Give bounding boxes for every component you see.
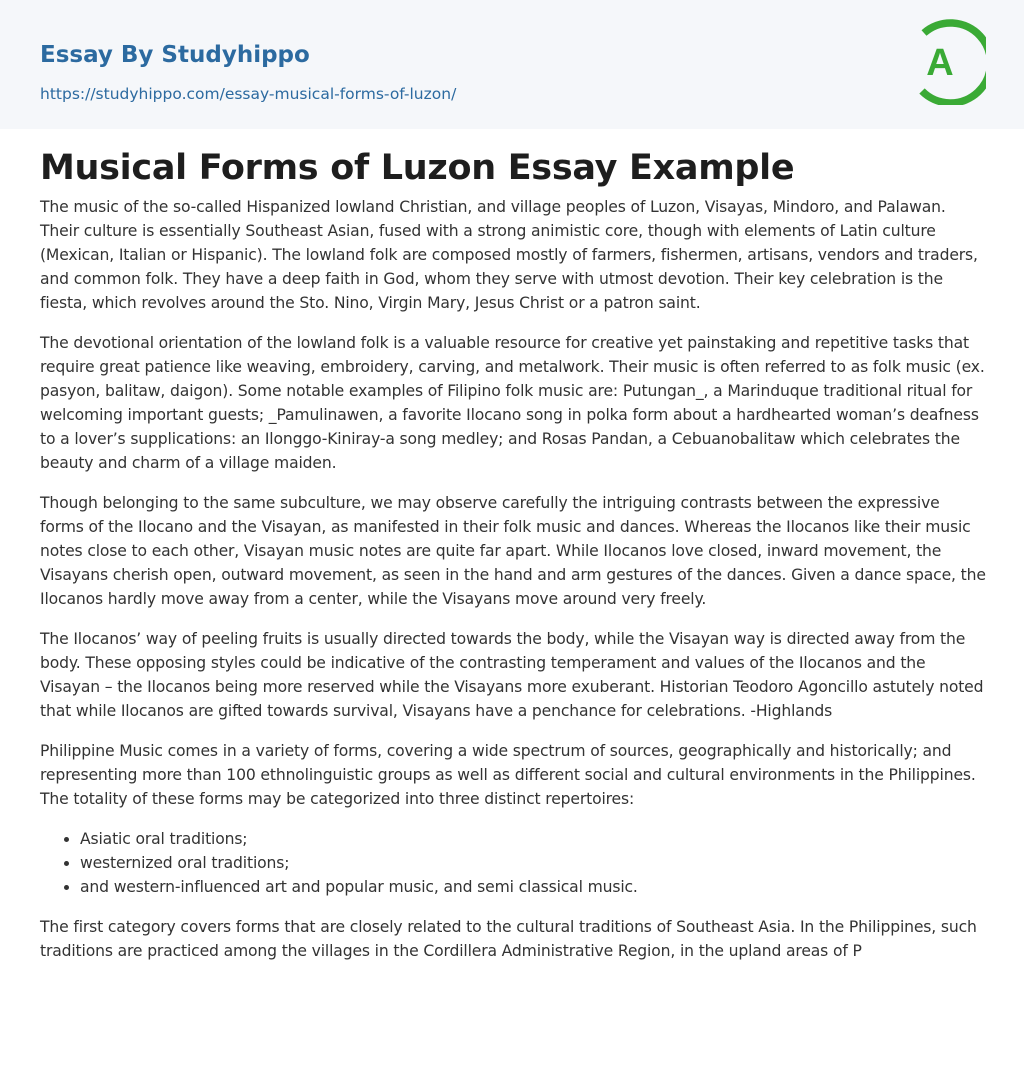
brand-title[interactable]: Essay By Studyhippo [40, 42, 310, 68]
page-title: Musical Forms of Luzon Essay Example [40, 148, 795, 188]
paragraph: The music of the so-called Hispanized lowland Christian, and village peoples of Luzon, Visayas, Mindoro, and Palawan. Their culture is essentially Southeast Asian, fused with a strong animistic core, though with elements of Latin culture (Mexican, Italian or Hispanic). The lowland folk are composed mostly of farmers, fishermen, artisans, vendors and traders, and common folk. They have a deep faith in God, whom they serve with utmost devotion. Their key celebration is the fiesta, which revolves around the Sto. Nino, Virgin Mary, Jesus Christ or a patron saint. [40, 198, 978, 312]
list-item: • and western-influenced art and popular music, and semi classical music. [80, 875, 988, 899]
paragraph: Though belonging to the same subculture, we may observe carefully the intriguing contrasts between the expressive forms of the Ilocano and the Visayan, as manifested in their folk music and dances. Whereas the Ilocanos like their music notes close to each other, Visayan music notes are quite far apart. While Ilocanos love closed, inward movement, the Visayans cherish open, outward movement, as seen in the hand and arm gestures of the dances. Given a dance space, the Ilocanos hardly move away from a center, while the Visayans move around very freely. [40, 494, 986, 608]
article [40, 145, 988, 979]
paragraph: The first category covers forms that are closely related to the cultural traditions of Southeast Asia. In the Philippines, such traditions are practiced among the villages in the Cordillera Administrative Region, in the upland areas of P [40, 918, 977, 960]
studyhippo-logo-icon[interactable] [912, 19, 986, 105]
paragraph: The Ilocanos’ way of peeling fruits is usually directed towards the body, while the Visayan way is directed away from the body. These opposing styles could be indicative of the contrasting temperament and values of the Ilocanos and the Visayan – the Ilocanos being more reserved while the Visayans more exuberant. Historian Teodoro Agoncillo astutely noted that while Ilocanos are gifted towards survival, Visayans have a penchance for celebrations. -Highlands [40, 630, 984, 720]
list-item: • westernized oral traditions; [80, 851, 988, 875]
logo-letter: A [926, 42, 954, 84]
site-header [0, 0, 1024, 129]
paragraph: Philippine Music comes in a variety of forms, covering a wide spectrum of sources, geographically and historically; and representing more than 100 ethnolinguistic groups as well as different social and cultural environments in the Philippines. The totality of these forms may be categorized into three distinct repertoires: [40, 742, 976, 808]
repertoire-list [40, 827, 988, 899]
paragraph: The devotional orientation of the lowland folk is a valuable resource for creative yet painstaking and repetitive tasks that require great patience like weaving, embroidery, carving, and metalwork. Their music is often referred to as folk music (ex. pasyon, balitaw, daigon). Some notable examples of Filipino folk music are: Putungan_, a Marinduque traditional ritual for welcoming important guests; _Pamulinawen, a favorite Ilocano song in polka form about a hardhearted woman’s deafness to a lover’s supplications: an Ilonggo-Kiniray-a song medley; and Rosas Pandan, a Cebuanobalitaw which celebrates the beauty and charm of a village maiden. [40, 334, 985, 472]
source-url-link[interactable]: https://studyhippo.com/essay-musical-forms-of-luzon/ [40, 85, 457, 103]
list-item: • Asiatic oral traditions; [80, 827, 988, 851]
